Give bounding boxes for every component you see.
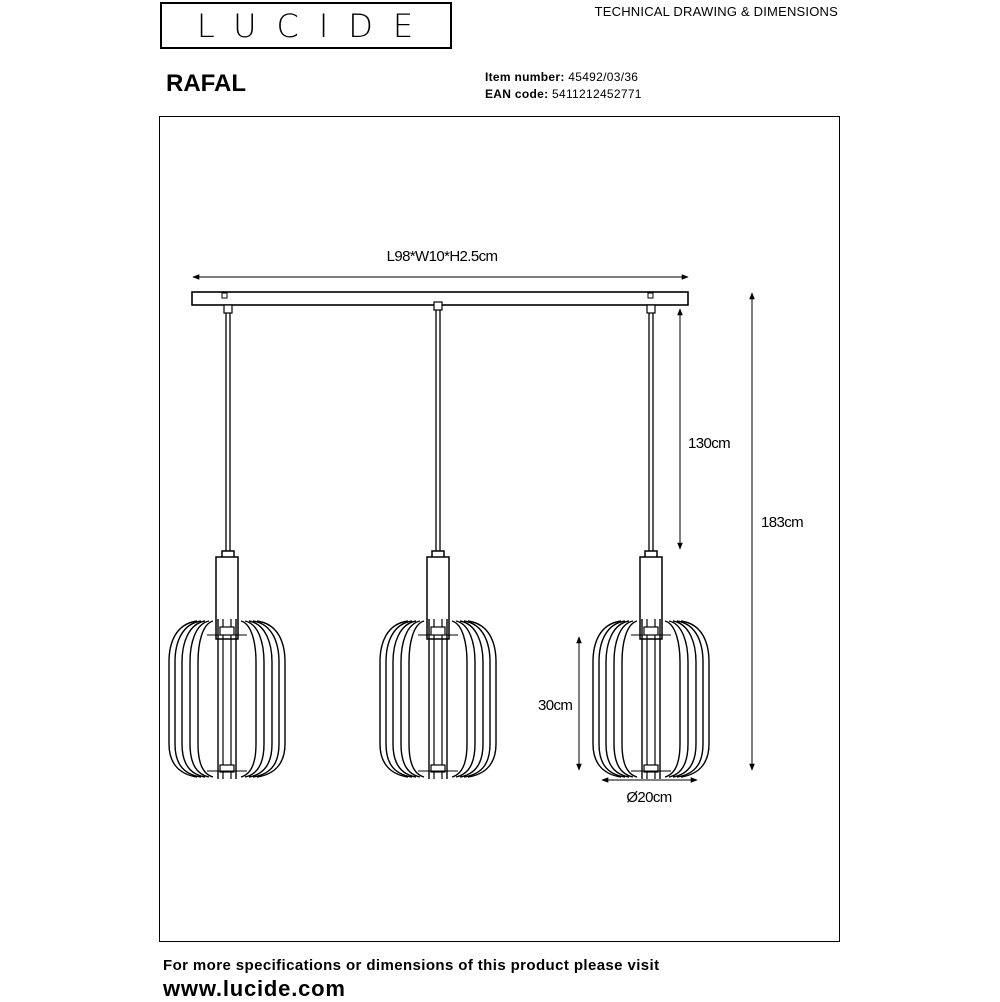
shade-center: [380, 619, 496, 779]
logo-text: LUCIDE: [196, 7, 434, 45]
canopy-dimension-label: L98*W10*H2.5cm: [386, 248, 498, 265]
shade-height-dimension-label: 30cm: [538, 697, 573, 714]
item-number-value: 45492/03/36: [568, 70, 639, 84]
pendant-cables: [226, 310, 653, 552]
product-name: RAFAL: [166, 70, 246, 97]
footer-url[interactable]: www.lucide.com: [163, 976, 346, 1001]
shade-left: [169, 619, 285, 779]
shade-right: [593, 619, 709, 779]
ean-label: EAN code: [485, 87, 545, 101]
shade-diameter-dimension-label: Ø20cm: [626, 789, 672, 806]
lamp-holders: [216, 551, 662, 639]
ean-row: EAN code: 5411212452771: [485, 87, 642, 101]
item-number-row: Item number: 45492/03/36: [485, 70, 639, 84]
footer-note: For more specifications or dimensions of this product please visit: [163, 957, 660, 974]
total-height-dimension-label: 183cm: [761, 514, 804, 531]
document-type: TECHNICAL DRAWING & DIMENSIONS: [594, 4, 838, 19]
ean-value: 5411212452771: [552, 87, 642, 101]
cable-dimension-label: 130cm: [688, 435, 731, 452]
item-number-label: Item number: [485, 70, 561, 84]
